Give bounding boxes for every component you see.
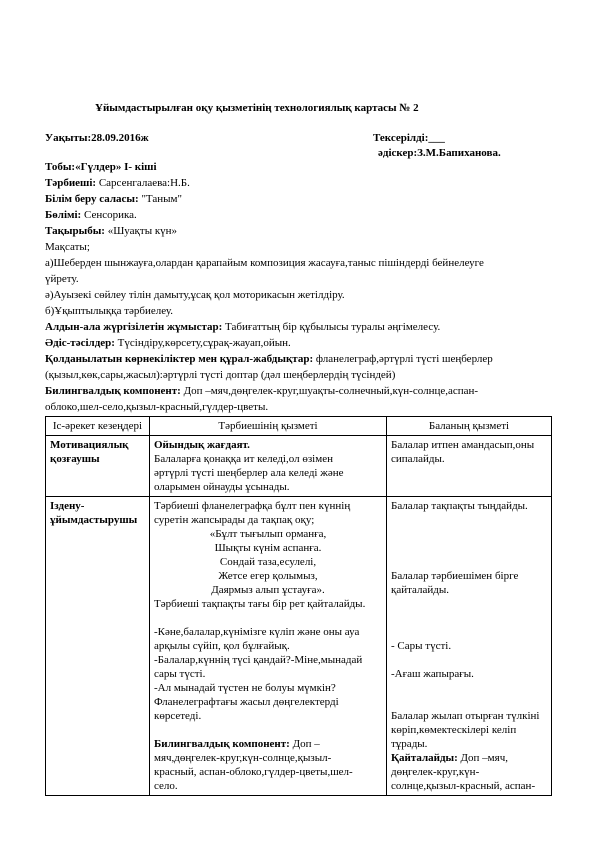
teacher-text-line: мяч,дөңгелек-круг,күн-солнце,қызыл- bbox=[154, 752, 332, 764]
teacher-label: Тәрбиеші: bbox=[45, 177, 97, 189]
date-label: Уақыты: bbox=[45, 132, 92, 144]
teacher-text-line: көрсетеді. bbox=[154, 710, 202, 722]
prelim-label: Алдын-ала жүргізілетін жұмыстар: bbox=[45, 321, 223, 333]
stage-line: Іздену- bbox=[50, 500, 85, 512]
bilingual-line1 bbox=[45, 384, 478, 398]
bilingual-label: Билингвалдық компонент: bbox=[45, 385, 181, 397]
child-text-line: -Ағаш жапырағы. bbox=[391, 668, 474, 680]
goal-b: ә)Ауызекі сөйлеу тілін дамыту,ұсақ қол моторикасын жетілдіру. bbox=[45, 289, 345, 301]
group-value: «Гүлдер» I- кіші bbox=[75, 161, 157, 173]
teacher-text-line: Фланелеграфтағы жасыл дөңгелектерді bbox=[154, 696, 339, 708]
materials-value1: фланелеграф,әртүрлі түсті шеңберлер bbox=[315, 353, 493, 365]
teacher-value: Сарсенгалаева:Н.Б. bbox=[98, 177, 190, 189]
teacher-text-line: арқылы сүйіп, қол бұлғайық. bbox=[154, 640, 290, 652]
teacher-text-line: Балаларға қонаққа ит келеді,ол өзімен bbox=[154, 453, 333, 465]
date-value: 28.09.2016ж bbox=[91, 132, 149, 144]
child-text-line: қайталайды. bbox=[391, 584, 450, 596]
teacher-text-line: оларымен ойнауды ұсынады. bbox=[154, 481, 290, 493]
poem-line: Шықты күнім аспанға. bbox=[214, 542, 322, 554]
teacher-title: Ойындық жағдаят. bbox=[154, 439, 250, 451]
goal-c-value: тәрбиелеу. bbox=[124, 305, 174, 317]
repeat-label: Қайталайды: bbox=[391, 752, 458, 764]
teacher-text-line: -Ал мынадай түстен не болуы мүмкін? bbox=[154, 682, 336, 694]
document-title: Ұйымдастырылған оқу қызметінің технологиялық картасы № 2 bbox=[95, 102, 419, 114]
child-text-line: Балалар тақпақты тыңдайды. bbox=[391, 500, 528, 512]
table-row bbox=[46, 497, 552, 796]
poem-line: Сондай таза,есулелі, bbox=[219, 556, 317, 568]
poem-line: Жетсе егер қолымыз, bbox=[218, 570, 318, 582]
goals-label: Мақсаты; bbox=[45, 241, 90, 253]
methods-label: Әдіс-тәсілдер: bbox=[45, 337, 115, 349]
teacher-line bbox=[45, 176, 190, 190]
header-child: Баланың қызметі bbox=[387, 417, 552, 436]
stage-line: қозғаушы bbox=[50, 453, 100, 465]
group-line bbox=[45, 160, 157, 174]
child-cell bbox=[387, 436, 552, 497]
poem-line: «Бұлт тығылып орманға, bbox=[209, 528, 327, 540]
prelim-value: Табиғаттың бір құбылысы туралы әңгімелесу. bbox=[225, 321, 441, 333]
stage-line: ұйымдастырушы bbox=[50, 514, 138, 526]
materials-line2: (қызыл,көк,сары,жасыл):әртүрлі түсті доптар (дәл шеңберлердің түсіндей) bbox=[45, 369, 396, 381]
area-line bbox=[45, 192, 182, 206]
child-text-line: Балалар итпен амандасып,оны bbox=[391, 439, 535, 451]
header-stages: Іс-әрекет кезеңдері bbox=[46, 417, 150, 436]
poem-line: Даярмыз алып ұстауға». bbox=[211, 584, 325, 596]
topic-label: Тақырыбы: bbox=[45, 225, 105, 237]
teacher-text-line: суретін жапсырады да тақпақ оқу; bbox=[154, 514, 315, 526]
child-text-line: дөңгелек-круг,күн- bbox=[391, 766, 480, 778]
goal-c-label: б)Ұқыптылыққа bbox=[45, 305, 122, 317]
topic-line bbox=[45, 224, 177, 238]
methodist-label: әдіскер:З.М.Бапиханова. bbox=[378, 147, 501, 159]
child-text-line: - Сары түсті. bbox=[391, 640, 452, 652]
goal-a-line1: а)Шеберден шынжауға,олардан қарапайым композиция жасауға,таныс пішіндерді бейнелеуге bbox=[45, 257, 484, 269]
date-line bbox=[45, 131, 149, 145]
teacher-text-line bbox=[154, 737, 382, 751]
methods-line bbox=[45, 336, 291, 350]
repeat-text: Доп –мяч, bbox=[460, 752, 508, 764]
group-label: Тобы: bbox=[45, 161, 76, 173]
table-header-row bbox=[46, 417, 552, 436]
child-text-line: тұрады. bbox=[391, 738, 428, 750]
area-label: Білім беру саласы: bbox=[45, 193, 139, 205]
section-line bbox=[45, 208, 137, 222]
materials-line1 bbox=[45, 352, 493, 366]
teacher-text-line: сары түсті. bbox=[154, 668, 206, 680]
child-text-line: сипалайды. bbox=[391, 453, 445, 465]
teacher-cell bbox=[150, 497, 387, 796]
activity-table bbox=[45, 416, 552, 796]
child-text-line: солнце,қызыл-красный, аспан- bbox=[391, 780, 536, 792]
goal-c-line bbox=[45, 304, 173, 318]
teacher-text-line: красный, аспан-облоко,гүлдер-цветы,шел- bbox=[154, 766, 353, 778]
header-teacher: Тәрбиешінің қызметі bbox=[150, 417, 387, 436]
stage-cell bbox=[46, 436, 150, 497]
child-text-line: Балалар тәрбиешімен бірге bbox=[391, 570, 519, 582]
methods-value: Түсіндіру,көрсету,сұрақ-жауап,ойын. bbox=[117, 337, 291, 349]
bilingual-component-text: Доп – bbox=[292, 738, 320, 750]
table-row bbox=[46, 436, 552, 497]
bilingual-value1: Доп –мяч,дөңгелек-круг,шуақты-солнечный,күн-солнце,аспан- bbox=[183, 385, 479, 397]
child-text-line: көріп,көмектескілері келіп bbox=[391, 724, 517, 736]
child-text-line bbox=[391, 751, 547, 765]
teacher-text-line: Тәрбиеші фланелеграфқа бұлт пен күннің bbox=[154, 500, 351, 512]
teacher-text-line: -Кәне,балалар,күнімізге күліп және оны ауа bbox=[154, 626, 360, 638]
teacher-text-line: Тәрбиеші тақпақты тағы бір рет қайталайды. bbox=[154, 598, 366, 610]
teacher-cell bbox=[150, 436, 387, 497]
stage-line: Мотивациялық bbox=[50, 439, 129, 451]
topic-value: «Шуақты күн» bbox=[107, 225, 178, 237]
section-label: Бөлімі: bbox=[45, 209, 82, 221]
teacher-text-line: -Балалар,күннің түсі қандай?-Міне,мынадай bbox=[154, 654, 363, 666]
child-text-line: Балалар жылап отырған түлкіні bbox=[391, 710, 540, 722]
prelim-line bbox=[45, 320, 440, 334]
checked-label: Тексерілді:___ bbox=[373, 132, 445, 144]
child-cell bbox=[387, 497, 552, 796]
teacher-text-line: село. bbox=[154, 780, 178, 792]
bilingual-component-label: Билингвалдық компонент: bbox=[154, 738, 290, 750]
teacher-text-line: әртүрлі түсті шеңберлер ала келеді және bbox=[154, 467, 344, 479]
section-value: Сенсорика. bbox=[83, 209, 137, 221]
bilingual-line2: облоко,шел-село,қызыл-красный,гүлдер-цветы. bbox=[45, 401, 269, 413]
area-value: "Таным" bbox=[141, 193, 182, 205]
materials-label: Қолданылатын көрнекіліктер мен құрал-жабдықтар: bbox=[45, 353, 314, 365]
goal-a-line2: үйрету. bbox=[45, 273, 79, 285]
stage-cell bbox=[46, 497, 150, 796]
